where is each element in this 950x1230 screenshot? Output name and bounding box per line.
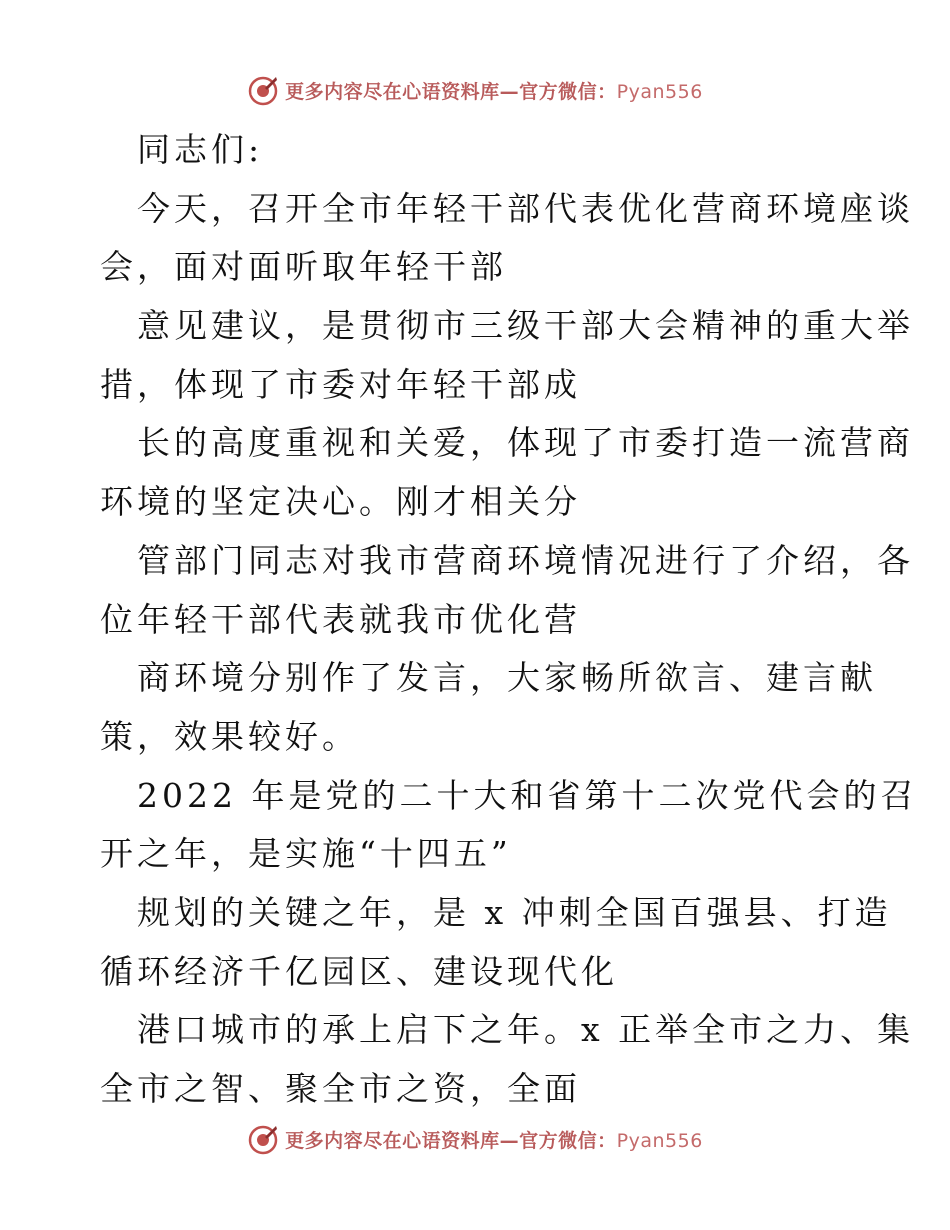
text-line: 意见建议，是贯彻市三级干部大会精神的重大举 (137, 306, 914, 346)
text-line: 策，效果较好。 (100, 716, 359, 756)
text-line: 循环经济千亿园区、建设现代化 (100, 951, 618, 991)
text-line: 商环境分别作了发言，大家畅所欲言、建言献 (137, 658, 877, 698)
banner-text (285, 1126, 703, 1153)
quill-seal-icon (247, 1123, 279, 1155)
text-line: 2022 年是党的二十大和省第十二次党代会的召 (137, 775, 918, 815)
document-body (100, 121, 918, 1119)
text-line: 全市之智、聚全市之资，全面 (100, 1069, 581, 1108)
footer-banner (0, 1119, 950, 1159)
banner-slogan: 更多内容尽在心语资料库—官方微信： (285, 1129, 617, 1152)
text-line: 措，体现了市委对年轻干部成 (100, 364, 581, 404)
text-line: 今天，召开全市年轻干部代表优化营商环境座谈 (137, 188, 914, 228)
banner-wechat-id: Pyan556 (616, 1129, 703, 1152)
text-line: 位年轻干部代表就我市优化营 (100, 599, 581, 639)
quill-seal-icon (247, 74, 279, 106)
text-line: 开之年，是实施“十四五” (100, 834, 512, 874)
banner-text (285, 77, 703, 104)
text-line: 会，面对面听取年轻干部 (100, 247, 507, 287)
text-line: 同志们: (137, 130, 264, 169)
text-line: 环境的坚定决心。刚才相关分 (100, 482, 581, 522)
banner-wechat-id: Pyan556 (616, 80, 703, 103)
text-line: 管部门同志对我市营商环境情况进行了介绍，各 (137, 540, 914, 580)
header-banner (0, 70, 950, 110)
text-line: 港口城市的承上启下之年。x 正举全市之力、集 (137, 1010, 915, 1050)
text-line: 长的高度重视和关爱，体现了市委打造一流营商 (137, 423, 914, 463)
banner-slogan: 更多内容尽在心语资料库—官方微信： (285, 80, 617, 103)
text-line: 规划的关键之年，是 x 冲刺全国百强县、打造 (137, 892, 892, 932)
